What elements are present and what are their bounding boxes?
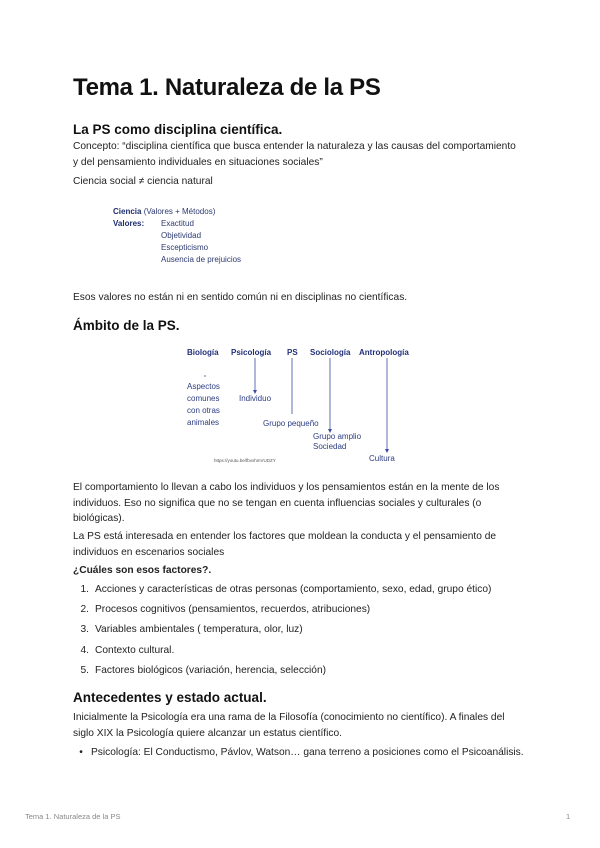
list-item: • Psicología: El Conductismo, Pávlov, Watson… gana terreno a posiciones como el Psicoanálisis. [73,745,533,760]
para3-line-2: siglo XIX la Psicología quiere alcanzar un estatus científico. [73,727,342,739]
header-psicologia: Psicología [231,348,272,357]
concepto-line-2: y del pensamiento individuales en situaciones sociales” [73,156,323,168]
header-biologia: Biología [187,348,219,357]
antecedentes-bullets [73,745,533,760]
aspectos-line: con otras [187,406,220,415]
list-item: 3. Variables ambientales ( temperatura, olor, luz) [80,624,303,636]
header-antropologia: Antropología [359,348,409,357]
list-item: 1. Acciones y características de otras personas (comportamiento, sexo, edad, grupo ético) [80,584,492,595]
concepto-paragraph [73,139,528,170]
para1-line-2: individuos. Eso no significa que no se tengan en cuenta influencias sociales y culturales (o [73,497,482,509]
individuo-label: Individuo [239,394,272,403]
valor-item: Ausencia de prejuicios [161,255,242,264]
valores-label: Valores: [113,219,145,228]
valor-item: Objetividad [161,231,202,240]
interes-paragraph [73,529,528,560]
page-title: Tema 1. Naturaleza de la PS [73,74,381,101]
ciencia-label: Ciencia [113,207,142,216]
header-sociologia: Sociología [310,348,351,357]
bullet-icon: • [79,747,83,758]
grupo-amplio-label: Grupo amplio [313,432,362,441]
sociedad-label: Sociedad [313,442,347,451]
list-item: 2. Procesos cognitivos (pensamientos, recuerdos, atribuciones) [80,604,371,616]
para3-line-1: Inicialmente la Psicología era una rama de la Filosofía (conocimiento no científico). A finales del [73,712,505,723]
valor-item: Exactitud [161,219,194,228]
header-ps: PS [287,348,298,357]
valor-item: Escepticismo [161,243,209,252]
section-heading-antecedentes: Antecedentes y estado actual. [73,690,267,705]
comportamiento-paragraph [73,480,528,527]
section-heading-disciplina: La PS como disciplina científica. [73,122,283,137]
page-number: 1 [566,812,571,821]
list-item: 5. Factores biológicos (variación, herencia, selección) [80,664,327,676]
grupo-pequeno-label: Grupo pequeño [263,419,319,428]
ciencia-line: Ciencia social ≠ ciencia natural [73,176,213,187]
valores-note: Esos valores no están ni en sentido común ni en disciplinas no científicas. [73,292,408,303]
list-item: 4. Contexto cultural. [80,644,175,656]
section-heading-ambito: Ámbito de la PS. [73,318,180,333]
ciencia-note: (Valores + Métodos) [143,207,216,216]
factors-list [73,582,533,683]
para1-line-1: El comportamiento lo llevan a cabo los individuos y los pensamientos están en la mente de los [73,482,500,493]
aspectos-line: Aspectos [187,382,220,391]
antecedentes-paragraph [73,710,528,741]
aspectos-line: comunes [187,394,220,403]
footer-title: Tema 1. Naturaleza de la PS [25,812,121,821]
factors-question: ¿Cuáles son esos factores?. [73,565,212,576]
concepto-line-1: Concepto: “disciplina científica que busca entender la naturaleza y las causas del comportamiento [73,141,516,152]
ambito-diagram [184,344,424,468]
cultura-label: Cultura [369,454,395,463]
aspectos-line: animales [187,418,220,427]
para1-line-3: biológicas). [73,513,125,524]
arrowhead [385,449,389,453]
para2-line-1: La PS está interesada en entender los factores que moldean la conducta y el pensamiento de [73,531,497,542]
valores-figure [113,207,283,273]
video-url: https://youtu.be/fbvxhmVUDZY [214,458,276,463]
ambito-arrows [184,344,424,468]
para2-line-2: individuos en escenarios sociales [73,546,225,558]
